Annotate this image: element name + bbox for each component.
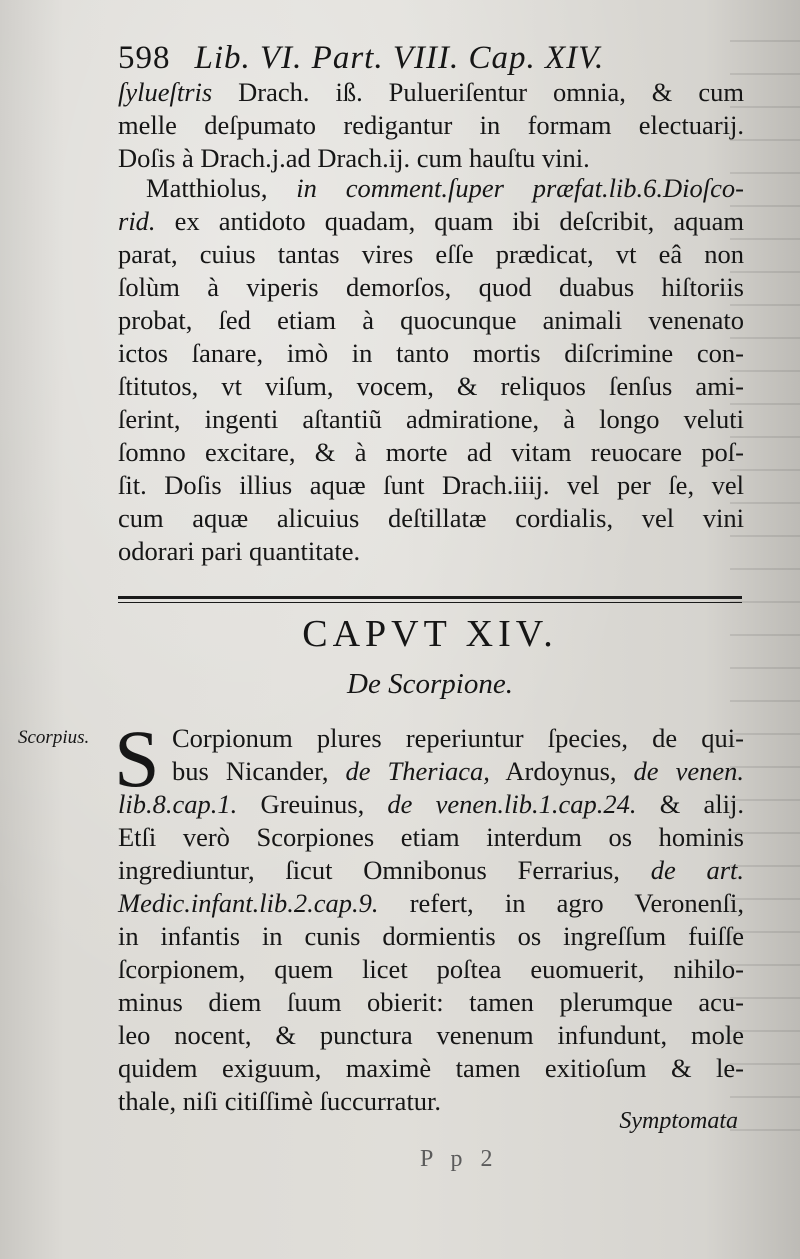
chapter-heading: CAPVT XIV. [302, 613, 558, 655]
italic-run: rid. [118, 206, 156, 236]
text-line [118, 469, 744, 502]
margin-note: Scorpius. [18, 727, 90, 748]
text-run: Drach. iß. Pulueriſentur omnia, & cum [212, 77, 744, 107]
text-line [118, 403, 744, 436]
text-run: ſit. Doſis illius aquæ ſunt Drach.iiij. vel per ſe, vel [118, 470, 744, 500]
text-line [118, 205, 744, 238]
italic-run: de venen. [633, 756, 744, 786]
text-line [118, 788, 744, 821]
running-header [118, 40, 758, 77]
paragraph-scorpion [118, 788, 744, 1118]
text-run: ſcorpionem, quem licet poſtea euomuerit, nihilo- [118, 954, 744, 984]
text-run: probat, ſed etiam à quocunque animali venenato [118, 305, 744, 335]
text-run: ſolùm à viperis demorſos, quod duabus hiſtoriis [118, 272, 744, 302]
text-run: quidem exiguum, maximè tamen exitioſum & le- [118, 1053, 744, 1083]
running-head: Lib. VI. Part. VIII. Cap. XIV. [194, 40, 605, 76]
text-line [172, 722, 744, 755]
italic-run: lib.8.cap.1. [118, 789, 238, 819]
text-line [118, 1052, 744, 1085]
text-line [118, 821, 744, 854]
text-line [118, 304, 744, 337]
text-line [172, 755, 744, 788]
text-line [118, 1019, 744, 1052]
text-line [118, 436, 744, 469]
italic-run: Medic.infant.lib.2.cap.9. [118, 888, 379, 918]
text-run: Etſi verò Scorpiones etiam interdum os hominis [118, 822, 744, 852]
text-run: refert, in agro Veronenſi, [378, 888, 744, 918]
text-line [118, 502, 744, 535]
text-run: in infantis in cunis dormientis os ingreſſum fuiſſe [118, 921, 744, 951]
text-line [118, 535, 744, 568]
drop-capital: S [114, 713, 160, 804]
text-line [118, 271, 744, 304]
signature-mark: P p 2 [420, 1146, 499, 1172]
text-run: ex antidoto quadam, quam ibi deſcribit, aquam [155, 206, 744, 236]
text-run: ingrediuntur, ſicut Omnibonus Ferrarius, [118, 855, 651, 885]
text-line [118, 109, 744, 142]
text-run: ſtitutos, vt viſum, vocem, & reliquos ſenſus ami- [118, 371, 744, 401]
paragraph-prescription [118, 76, 744, 175]
text-line [118, 76, 744, 109]
text-run: Doſis à Drach.j.ad Drach.ij. cum hauſtu vini. [118, 143, 590, 173]
catchword: Symptomata [619, 1108, 738, 1134]
page-number: 598 [118, 40, 171, 76]
text-run: & alij. [636, 789, 744, 819]
text-run: parat, cuius tantas vires eſſe prædicat, vt eâ non [118, 239, 744, 269]
text-run: Corpionum plures reperiuntur ſpecies, de qui- [172, 723, 744, 753]
text-run: thale, niſi citiſſimè ſuccurratur. [118, 1086, 442, 1116]
text-run: ſerint, ingenti aſtantiũ admiratione, à longo veluti [118, 404, 744, 434]
text-run: Ardoynus, [489, 756, 634, 786]
chapter-subtitle: De Scorpione. [347, 668, 513, 700]
text-run: Matthiolus, [146, 173, 297, 203]
text-line [118, 986, 744, 1019]
italic-run: de venen.lib.1.cap.24. [387, 789, 637, 819]
text-line [118, 142, 744, 175]
text-run: Greuinus, [237, 789, 388, 819]
text-line [118, 854, 744, 887]
italic-run: in comment.ſuper præfat.lib.6.Dioſco- [296, 173, 744, 203]
text-line [118, 887, 744, 920]
paragraph-matthiolus [118, 172, 744, 568]
text-run: minus diem ſuum obierit: tamen plerumque acu- [118, 987, 744, 1017]
text-run: melle deſpumato redigantur in formam electuarij. [118, 110, 744, 140]
text-line [118, 370, 744, 403]
text-run: cum aquæ alicuius deſtillatæ cordialis, vel vini [118, 503, 744, 533]
paragraph-scorpion-opening [172, 722, 744, 788]
text-run: ſomno excitare, & à morte ad vitam reuocare poſ- [118, 437, 744, 467]
text-run: leo nocent, & punctura venenum infundunt, mole [118, 1020, 744, 1050]
text-run: ictos ſanare, imò in tanto mortis diſcrimine con- [118, 338, 744, 368]
italic-run: de Theriaca, [345, 756, 490, 786]
text-run: odorari pari quantitate. [118, 536, 361, 566]
italic-run: de art. [650, 855, 745, 885]
text-line [118, 920, 744, 953]
text-line [118, 172, 744, 205]
chapter-rule [118, 596, 742, 603]
text-line [118, 238, 744, 271]
text-line [118, 337, 744, 370]
text-line [118, 953, 744, 986]
text-run: bus Nicander, [172, 756, 346, 786]
italic-run: ſylueſtris [118, 77, 213, 107]
